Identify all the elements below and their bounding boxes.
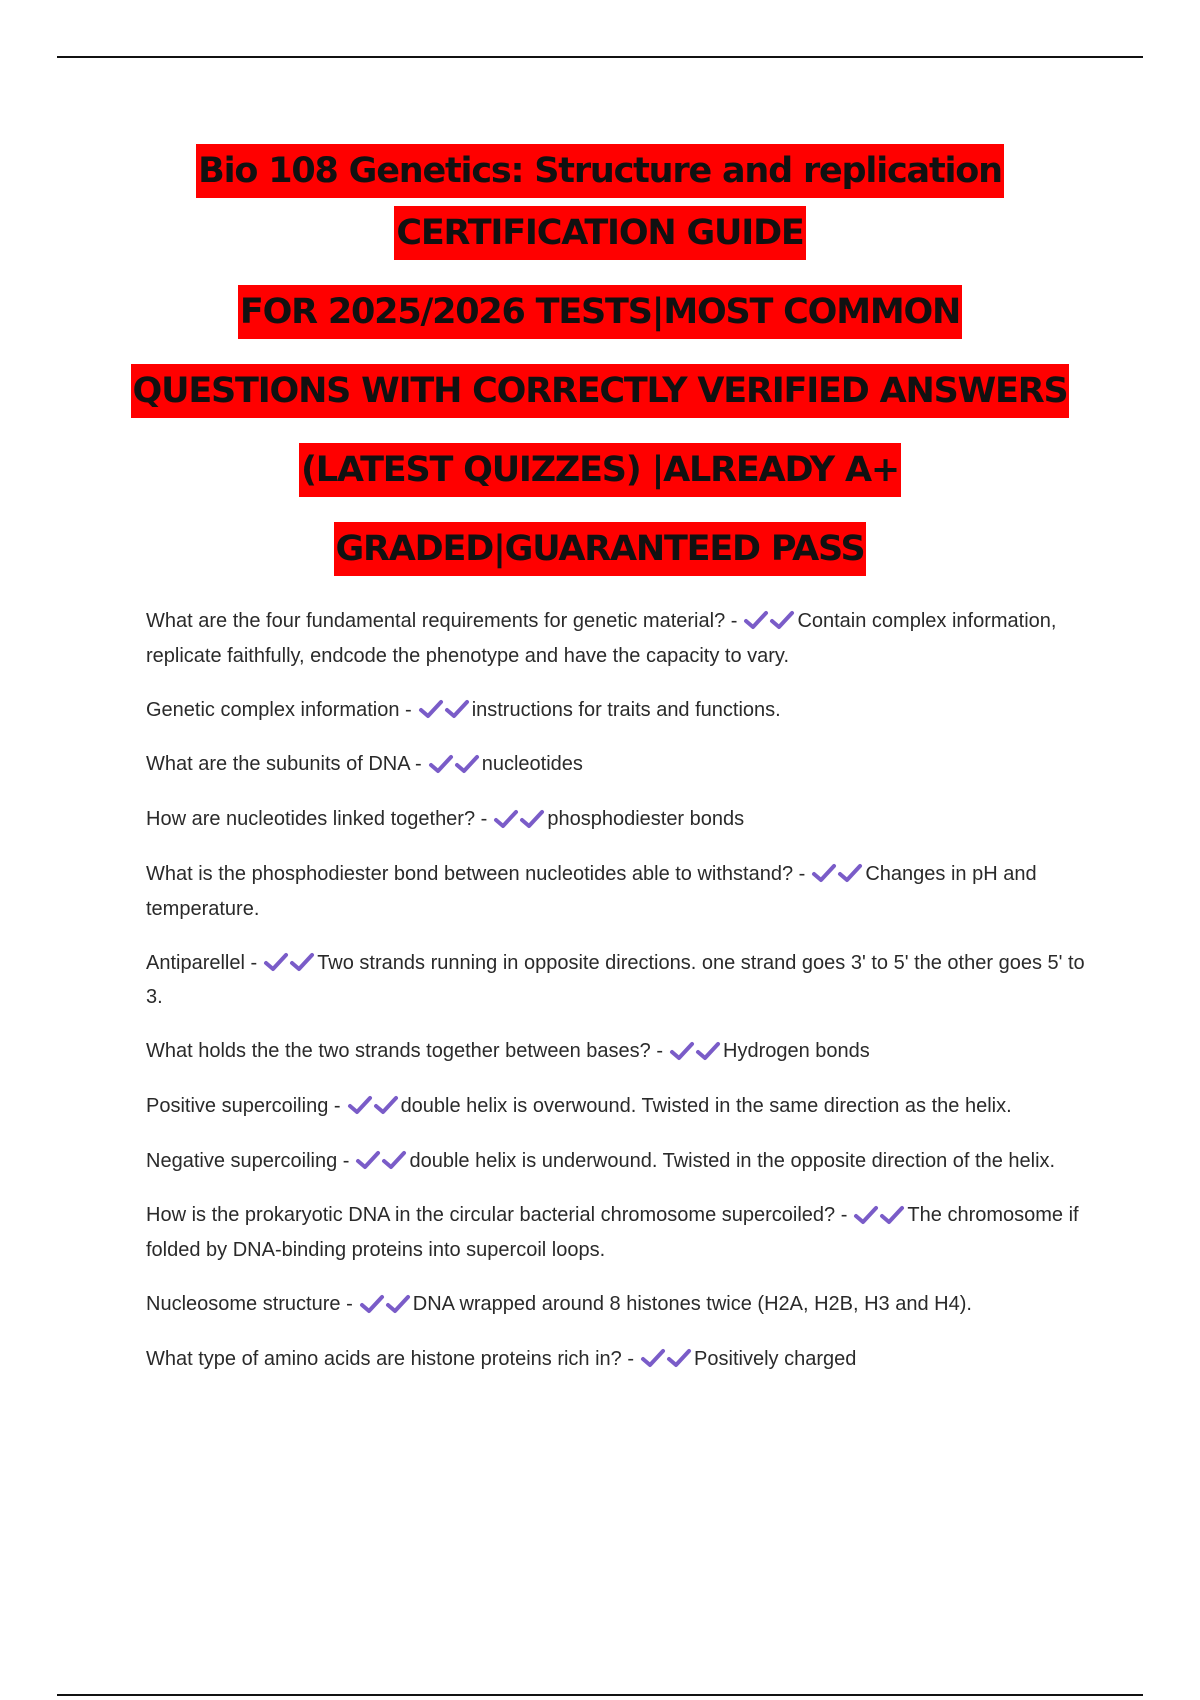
answer-text: nucleotides <box>481 753 583 776</box>
title-line <box>0 522 1200 576</box>
checkmark-icon <box>355 1149 381 1171</box>
title-line <box>0 144 1200 198</box>
checkmark-icon <box>769 609 795 631</box>
qa-separator: - <box>346 1293 353 1316</box>
qa-item <box>146 857 1086 926</box>
double-checkmark-icon <box>493 801 545 835</box>
title-line <box>0 364 1200 418</box>
qa-item <box>146 946 1086 1015</box>
qa-item <box>146 1089 1086 1124</box>
question-text: Antiparellel <box>146 951 245 974</box>
question-text: Negative supercoiling <box>146 1149 338 1172</box>
qa-list <box>146 604 1086 1397</box>
qa-item <box>146 604 1086 673</box>
answer-text: Contain complex information, replicate faithfully, endcode the phenotype and have the capacity to vary. <box>146 610 1057 667</box>
checkmark-icon <box>454 753 480 775</box>
title-line-text: QUESTIONS WITH CORRECTLY VERIFIED ANSWERS <box>131 364 1070 418</box>
double-checkmark-icon <box>355 1142 407 1176</box>
answer-text: The chromosome if folded by DNA-binding proteins into supercoil loops. <box>146 1204 1079 1262</box>
question-text: Nucleosome structure <box>146 1293 341 1316</box>
checkmark-icon <box>666 1347 692 1369</box>
question-text: How are nucleotides linked together? <box>146 808 476 831</box>
double-checkmark-icon <box>263 944 315 978</box>
qa-separator: - <box>415 753 422 776</box>
checkmark-icon <box>493 808 519 830</box>
qa-item <box>146 747 1086 782</box>
checkmark-icon <box>879 1204 905 1226</box>
answer-text: Positively charged <box>694 1347 857 1370</box>
checkmark-icon <box>640 1347 666 1369</box>
qa-separator: - <box>250 951 258 974</box>
answer-text: Changes in pH and temperature. <box>146 862 1037 920</box>
answer-text: Hydrogen bonds <box>723 1040 870 1063</box>
title-line <box>0 285 1200 339</box>
checkmark-icon <box>743 609 769 631</box>
title-line-text: CERTIFICATION GUIDE <box>394 206 805 260</box>
checkmark-icon <box>347 1094 373 1116</box>
question-text: Positive supercoiling <box>146 1095 329 1118</box>
question-text: What is the phosphodiester bond between nucleotides able to withstand? <box>146 862 794 885</box>
qa-item <box>146 1144 1086 1179</box>
checkmark-icon <box>428 753 454 775</box>
checkmark-icon <box>418 698 444 720</box>
double-checkmark-icon <box>640 1341 692 1375</box>
question-text: What are the four fundamental requirements for genetic material? <box>146 610 726 632</box>
checkmark-icon <box>289 951 315 973</box>
title-line-text: Bio 108 Genetics: Structure and replication <box>196 144 1004 198</box>
qa-separator: - <box>480 808 488 831</box>
question-text: Genetic complex information <box>146 698 400 721</box>
title-line-text: FOR 2025/2026 TESTS|MOST COMMON <box>238 285 962 339</box>
qa-separator: - <box>798 862 806 885</box>
bottom-rule <box>57 1694 1143 1696</box>
question-text: What holds the the two strands together between bases? <box>146 1040 651 1063</box>
checkmark-icon <box>837 862 863 884</box>
qa-separator: - <box>333 1095 341 1118</box>
double-checkmark-icon <box>811 856 863 890</box>
answer-text: instructions for traits and functions. <box>471 698 781 721</box>
checkmark-icon <box>263 951 289 973</box>
title-line <box>0 206 1200 260</box>
document-title <box>0 144 1200 576</box>
title-line-text: GRADED|GUARANTEED PASS <box>334 522 867 576</box>
qa-item <box>146 1034 1086 1069</box>
checkmark-icon <box>811 862 837 884</box>
answer-text: double helix is underwound. Twisted in the opposite direction of the helix. <box>409 1149 1056 1172</box>
double-checkmark-icon <box>743 603 795 637</box>
qa-separator: - <box>656 1040 663 1063</box>
checkmark-icon <box>853 1204 879 1226</box>
qa-separator: - <box>405 698 412 721</box>
question-text: What are the subunits of DNA <box>146 753 410 776</box>
question-text: What type of amino acids are histone proteins rich in? <box>146 1347 622 1370</box>
top-rule <box>57 56 1143 58</box>
checkmark-icon <box>373 1094 399 1116</box>
answer-text: DNA wrapped around 8 histones twice (H2A, H2B, H3 and H4). <box>412 1293 972 1316</box>
double-checkmark-icon <box>853 1197 905 1231</box>
answer-text: double helix is overwound. Twisted in the same direction as the helix. <box>400 1095 1012 1118</box>
answer-text: Two strands running in opposite directions. one strand goes 3' to 5' the other goes 5' to 3. <box>146 951 1085 1009</box>
checkmark-icon <box>669 1040 695 1062</box>
qa-item <box>146 693 1086 728</box>
answer-text: phosphodiester bonds <box>547 808 745 831</box>
double-checkmark-icon <box>669 1033 721 1067</box>
double-checkmark-icon <box>359 1286 411 1320</box>
qa-item <box>146 1198 1086 1267</box>
checkmark-icon <box>385 1293 411 1315</box>
qa-separator: - <box>730 610 738 632</box>
qa-item <box>146 1342 1086 1377</box>
qa-separator: - <box>840 1204 848 1227</box>
double-checkmark-icon <box>428 746 480 780</box>
title-line <box>0 443 1200 497</box>
qa-separator: - <box>627 1347 635 1370</box>
checkmark-icon <box>381 1149 407 1171</box>
question-text: How is the prokaryotic DNA in the circular bacterial chromosome supercoiled? <box>146 1204 836 1227</box>
qa-item <box>146 1287 1086 1322</box>
checkmark-icon <box>519 808 545 830</box>
checkmark-icon <box>695 1040 721 1062</box>
qa-separator: - <box>342 1149 350 1172</box>
checkmark-icon <box>444 698 470 720</box>
double-checkmark-icon <box>418 691 470 725</box>
qa-item <box>146 802 1086 837</box>
checkmark-icon <box>359 1293 385 1315</box>
double-checkmark-icon <box>347 1088 399 1122</box>
title-line-text: (LATEST QUIZZES) |ALREADY A+ <box>299 443 901 497</box>
